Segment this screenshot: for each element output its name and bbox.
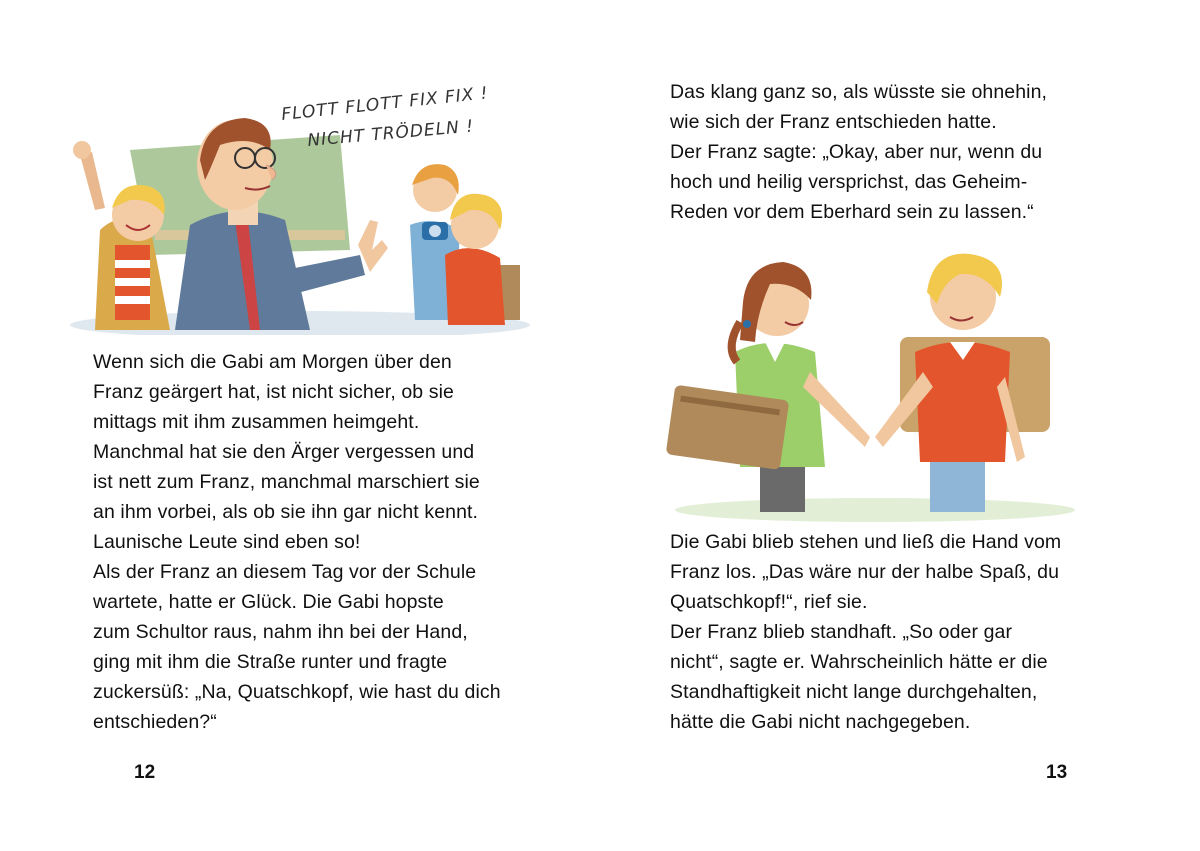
- franz-figure: [875, 254, 1050, 512]
- text-line: Franz geärgert hat, ist nicht sicher, ob sie: [93, 381, 454, 403]
- classroom-illustration: [60, 80, 530, 335]
- gabi-figure: [666, 262, 870, 512]
- text-line: zum Schultor raus, nahm ihn bei der Hand,: [93, 621, 468, 643]
- text-line: Standhaftigkeit nicht lange durchgehalten,: [670, 681, 1038, 703]
- page-number-left: 12: [134, 762, 156, 783]
- text-line: mittags mit ihm zusammen heimgeht.: [93, 411, 420, 433]
- ground-wash: [675, 498, 1075, 522]
- text-line: Franz los. „Das wäre nur der halbe Spaß, du: [670, 561, 1060, 583]
- right-top-paragraph: [670, 77, 1047, 227]
- text-line: Der Franz blieb standhaft. „So oder gar: [670, 621, 1013, 643]
- text-line: Quatschkopf!“, rief sie.: [670, 591, 868, 613]
- text-line: Reden vor dem Eberhard sein zu lassen.“: [670, 201, 1034, 223]
- text-line: entschieden?“: [93, 711, 217, 733]
- text-line: hoch und heilig versprichst, das Geheim-: [670, 171, 1028, 193]
- text-line: Als der Franz an diesem Tag vor der Schule: [93, 561, 477, 583]
- kids-holding-hands-illustration: [665, 242, 1085, 522]
- page-number-right: 13: [1046, 762, 1068, 783]
- caption-line-1: FLOTT FLOTT FIX FIX !: [280, 83, 490, 125]
- text-line: Die Gabi blieb stehen und ließ die Hand vom: [670, 531, 1062, 553]
- text-line: Launische Leute sind eben so!: [93, 531, 361, 553]
- text-line: ist nett zum Franz, manchmal marschiert sie: [93, 471, 480, 493]
- text-line: Der Franz sagte: „Okay, aber nur, wenn du: [670, 141, 1043, 163]
- text-line: zuckersüß: „Na, Quatschkopf, wie hast du dich: [93, 681, 501, 703]
- text-line: Das klang ganz so, als wüsste sie ohnehin,: [670, 81, 1048, 103]
- text-line: an ihm vorbei, als ob sie ihn gar nicht kennt.: [93, 501, 479, 523]
- boy-with-satchel: [445, 194, 520, 325]
- kids-scene-svg: [665, 242, 1085, 522]
- text-line: Wenn sich die Gabi am Morgen über den: [93, 351, 452, 373]
- text-line: nicht“, sagte er. Wahrscheinlich hätte er die: [670, 651, 1048, 673]
- text-line: ging mit ihm die Straße runter und fragte: [93, 651, 448, 673]
- text-line: wie sich der Franz entschieden hatte.: [670, 111, 997, 133]
- right-bottom-paragraph: [670, 527, 1061, 737]
- classroom-scene-svg: [60, 80, 530, 335]
- text-line: hätte die Gabi nicht nachgegeben.: [670, 711, 971, 733]
- left-paragraph: [93, 347, 501, 737]
- caption-line-2: NICHT TRÖDELN !: [306, 116, 475, 151]
- text-line: Manchmal hat sie den Ärger vergessen und: [93, 441, 475, 463]
- text-line: wartete, hatte er Glück. Die Gabi hopste: [93, 591, 444, 613]
